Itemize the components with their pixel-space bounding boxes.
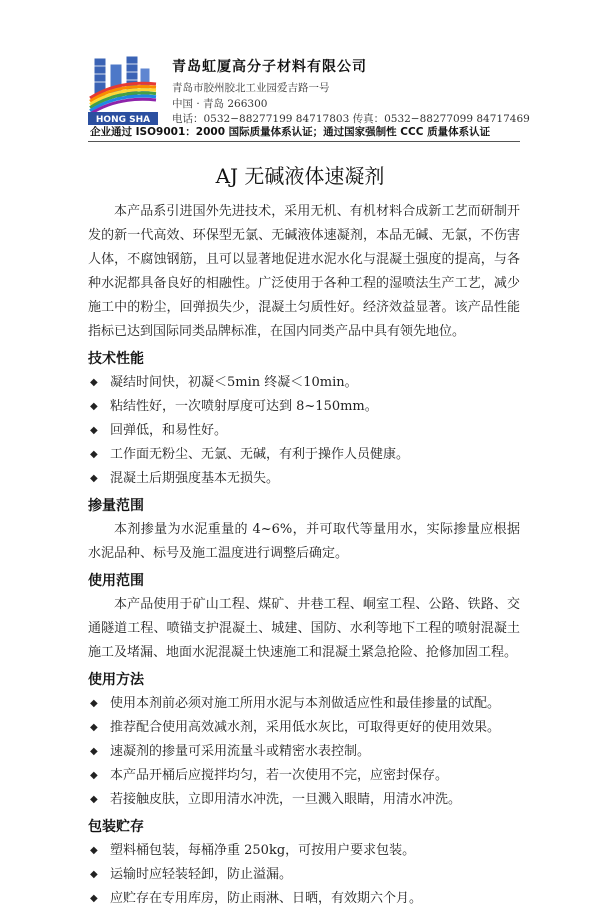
section-heading-packaging: 包装贮存: [88, 819, 144, 835]
list-item: ◆ 应贮存在专用库房，防止雨淋、日晒，有效期六个月。: [88, 887, 520, 911]
diamond-bullet-icon: ◆: [90, 473, 98, 484]
diamond-bullet-icon: ◆: [90, 794, 98, 805]
list-item: ◆ 工作面无粉尘、无氯、无碱，有利于操作人员健康。: [88, 443, 520, 467]
dosage-paragraph: 本剂掺量为水泥重量的 4~6%，并可取代等量用水，实际掺量应根据水泥品种、标号及施工温度进行调整后确定。: [88, 522, 520, 561]
diamond-bullet-icon: ◆: [90, 722, 98, 733]
list-item: ◆ 粘结性好，一次喷射厚度可达到 8~150mm。: [88, 395, 520, 419]
diamond-bullet-icon: ◆: [90, 770, 98, 781]
phone-fax: 电话：0532−88277199 84717803 传真：0532−88277099 84717469: [172, 113, 530, 125]
diamond-bullet-icon: ◆: [90, 401, 98, 412]
diamond-bullet-icon: ◆: [90, 845, 98, 856]
certification-line: 企业通过 ISO9001：2000 国际质量体系认证；通过国家强制性 CCC 质量体系认证: [90, 126, 491, 138]
document-title: AJ 无碱液体速凝剂: [215, 164, 385, 188]
logo-text: HONG SHA: [95, 115, 151, 125]
diamond-bullet-icon: ◆: [90, 449, 98, 460]
scope-paragraph: 本产品使用于矿山工程、煤矿、井巷工程、峒室工程、公路、铁路、交通隧道工程、喷锚支护混凝土、城建、国防、水利等地下工程的喷射混凝土施工及堵漏、地面水泥混凝土快速施工和混凝土紧急抢险、抢修加固工程。: [88, 597, 520, 660]
list-item: ◆ 若接触皮肤，立即用清水冲洗，一旦溅入眼睛，用清水冲洗。: [88, 788, 520, 812]
diamond-bullet-icon: ◆: [90, 698, 98, 709]
list-item: ◆ 使用本剂前必须对施工所用水泥与本剂做适应性和最佳掺量的试配。: [88, 692, 520, 716]
diamond-bullet-icon: ◆: [90, 893, 98, 904]
list-item: ◆ 回弹低，和易性好。: [88, 419, 520, 443]
city-postcode: 中国 · 青岛 266300: [172, 98, 268, 110]
intro-paragraph: 本产品系引进国外先进技术，采用无机、有机材料合成新工艺而研制开发的新一代高效、环保型无氯、无碱液体速凝剂，本品无碱、无氯，不伤害人体，不腐蚀钢筋，且可以显著地促进水泥水化与混凝土强度的提高，与各种水泥都具备良好的相融性。广泛使用于各种工程的湿喷法生产工艺，减少施工中的粉尘，回弹损失少，混凝土匀质性好。经济效益显著。该产品性能指标已达到国际同类品牌标准，在国内同类产品中具有领先地位。: [88, 204, 520, 339]
section-heading-performance: 技术性能: [88, 351, 144, 367]
company-address: 青岛市胶州胶北工业园爱吉路一号: [172, 82, 330, 94]
diamond-bullet-icon: ◆: [90, 425, 98, 436]
list-item: ◆ 运输时应轻装轻卸，防止溢漏。: [88, 863, 520, 887]
diamond-bullet-icon: ◆: [90, 746, 98, 757]
usage-list: [88, 692, 520, 812]
list-item: ◆ 本产品开桶后应搅拌均匀，若一次使用不完，应密封保存。: [88, 764, 520, 788]
company-name: 青岛虹厦高分子材料有限公司: [172, 59, 367, 75]
list-item: ◆ 塑料桶包装，每桶净重 250kg，可按用户要求包装。: [88, 839, 520, 863]
section-heading-dosage: 掺量范围: [88, 498, 144, 514]
list-item: ◆ 推荐配合使用高效减水剂，采用低水灰比，可取得更好的使用效果。: [88, 716, 520, 740]
building-logo-graphic: [88, 52, 158, 126]
document-body: [88, 200, 520, 911]
performance-list: [88, 371, 520, 491]
diamond-bullet-icon: ◆: [90, 377, 98, 388]
section-heading-scope: 使用范围: [88, 573, 144, 589]
list-item: ◆ 凝结时间快，初凝＜5min 终凝＜10min。: [88, 371, 520, 395]
list-item: ◆ 混凝土后期强度基本无损失。: [88, 467, 520, 491]
section-heading-usage: 使用方法: [88, 672, 144, 688]
company-logo: [88, 52, 158, 126]
header-divider: [88, 141, 520, 142]
list-item: ◆ 速凝剂的掺量可采用流量斗或精密水表控制。: [88, 740, 520, 764]
diamond-bullet-icon: ◆: [90, 869, 98, 880]
